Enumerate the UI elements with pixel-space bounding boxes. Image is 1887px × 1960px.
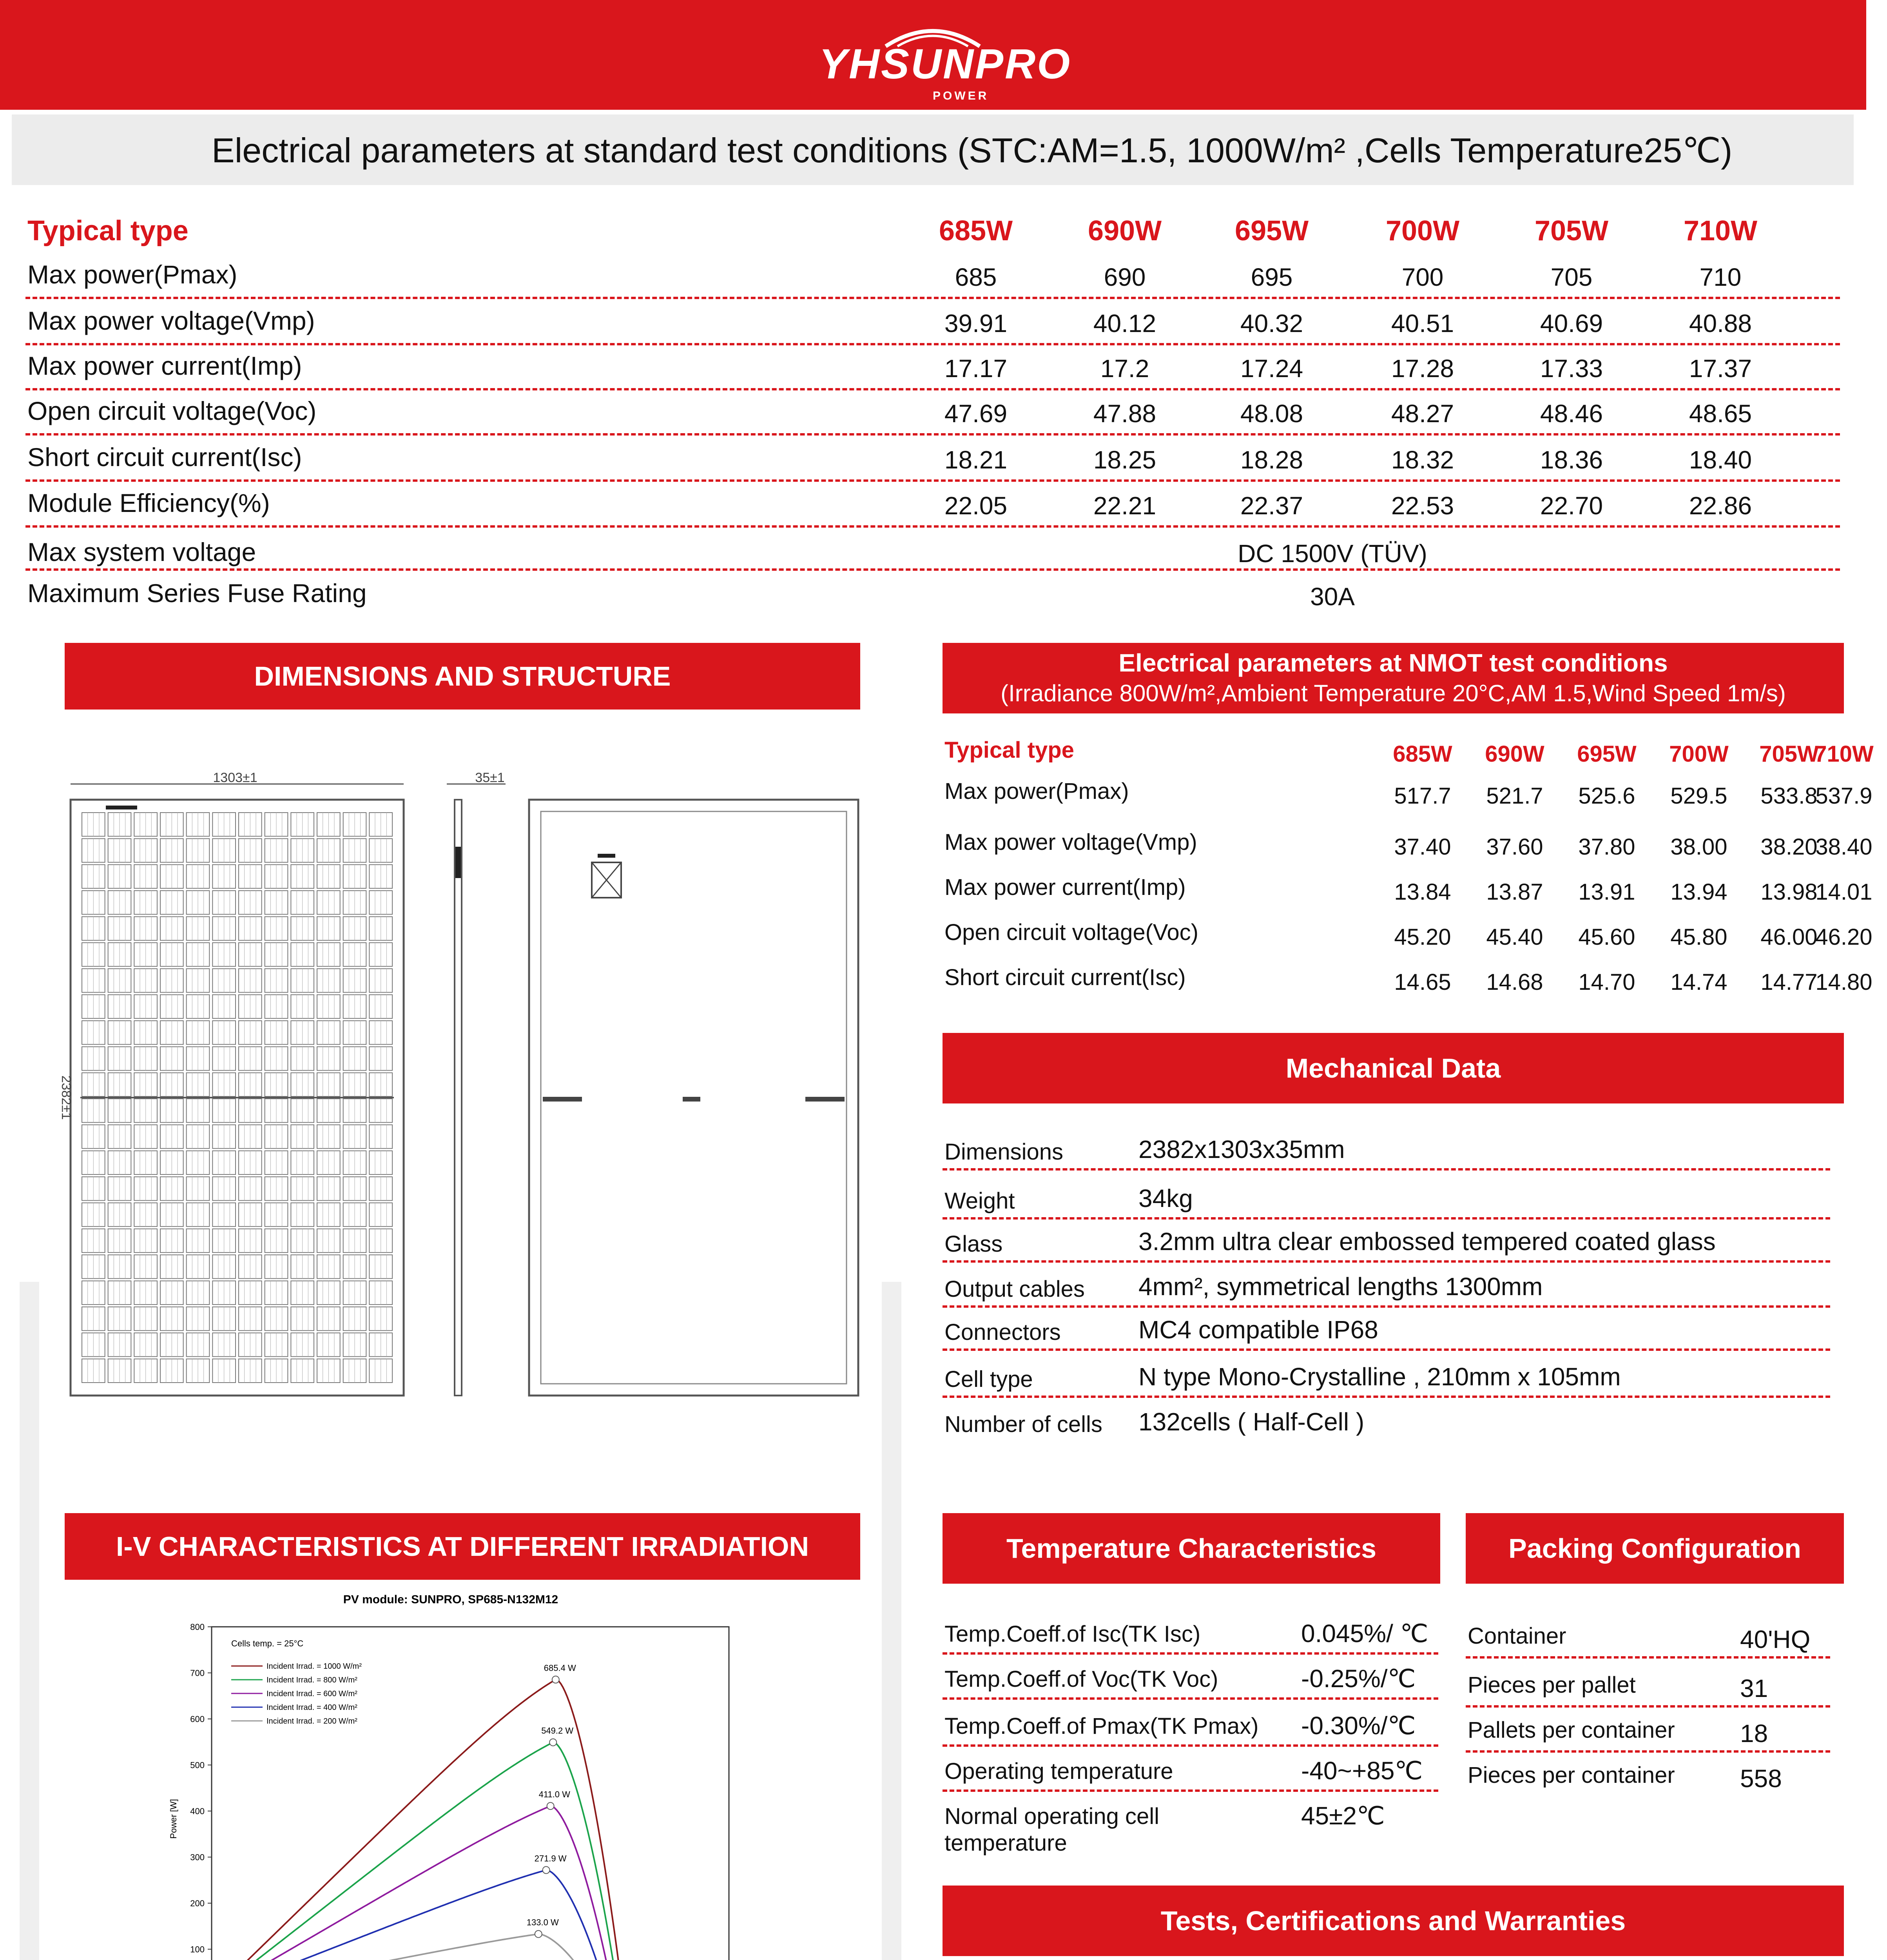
nmot-cell: 45.20 bbox=[1394, 924, 1451, 950]
temp-value: -40~+85℃ bbox=[1301, 1757, 1423, 1785]
stc-cell: 705 bbox=[1550, 263, 1593, 291]
iv-title: I-V CHARACTERISTICS AT DIFFERENT IRRADIATION bbox=[116, 1531, 809, 1562]
stc-cell: 18.21 bbox=[944, 446, 1008, 474]
stc-cell: 18.25 bbox=[1093, 446, 1156, 474]
stc-cell: 48.46 bbox=[1540, 399, 1603, 428]
max-system-voltage-value: DC 1500V (TÜV) bbox=[1238, 539, 1427, 568]
fuse-rating-value: 30A bbox=[1310, 583, 1355, 611]
temp-label: Normal operating cell bbox=[944, 1804, 1160, 1829]
temp-label: Operating temperature bbox=[944, 1759, 1173, 1784]
temp-label: Temp.Coeff.of Pmax(TK Pmax) bbox=[944, 1713, 1259, 1739]
pv-peak-label: 685.4 W bbox=[544, 1663, 576, 1673]
row-divider bbox=[943, 1652, 1438, 1655]
nmot-cell: 13.84 bbox=[1394, 879, 1451, 905]
logo-text: YHSUNPRO bbox=[819, 40, 1072, 87]
fuse-rating-label: Maximum Series Fuse Rating bbox=[27, 579, 367, 608]
pv-peak-label: 133.0 W bbox=[526, 1917, 559, 1927]
nmot-cell: 38.20 bbox=[1760, 834, 1818, 860]
temp-label-2: temperature bbox=[944, 1830, 1067, 1856]
stc-row-label: Max power(Pmax) bbox=[27, 260, 237, 289]
pv-chart bbox=[149, 1584, 752, 1960]
stc-model-695W: 695W bbox=[1234, 215, 1309, 247]
row-divider bbox=[25, 525, 1840, 528]
pv-peak-marker bbox=[543, 1867, 550, 1874]
nmot-row-label: Open circuit voltage(Voc) bbox=[944, 920, 1198, 945]
stc-cell: 18.32 bbox=[1391, 446, 1454, 474]
stc-cell: 22.37 bbox=[1240, 492, 1303, 520]
nmot-cell: 13.87 bbox=[1486, 879, 1543, 905]
nmot-cell: 13.98 bbox=[1760, 879, 1818, 905]
pv-peak-label: 271.9 W bbox=[534, 1853, 567, 1864]
stc-model-685W: 685W bbox=[939, 215, 1013, 247]
mech-value: 4mm², symmetrical lengths 1300mm bbox=[1138, 1272, 1543, 1301]
pack-label: Pieces per pallet bbox=[1468, 1672, 1636, 1698]
row-divider bbox=[943, 1260, 1830, 1263]
nmot-model-705W: 705W bbox=[1759, 741, 1819, 767]
mech-label: Dimensions bbox=[944, 1139, 1063, 1165]
pv-peak-marker bbox=[535, 1931, 542, 1938]
nmot-model-710W: 710W bbox=[1814, 741, 1874, 767]
stc-cell: 22.70 bbox=[1540, 492, 1603, 520]
pv-ytick: 600 bbox=[190, 1714, 205, 1724]
pv-legend-entry: Incident Irrad. = 400 W/m² bbox=[266, 1703, 357, 1712]
stc-cell: 17.33 bbox=[1540, 354, 1603, 383]
row-divider bbox=[943, 1217, 1830, 1220]
row-divider bbox=[25, 343, 1840, 345]
mechanical-title-bar bbox=[943, 1033, 1844, 1103]
nmot-cell: 45.40 bbox=[1486, 924, 1543, 950]
pv-ytick: 700 bbox=[190, 1668, 205, 1678]
stc-cell: 22.05 bbox=[944, 492, 1008, 520]
pv-cells-temp: Cells temp. = 25°C bbox=[231, 1639, 304, 1648]
packing-title-bar bbox=[1466, 1513, 1844, 1584]
stc-cell: 17.37 bbox=[1689, 354, 1752, 383]
stc-row-label: Max power voltage(Vmp) bbox=[27, 306, 315, 335]
temperature-title: Temperature Characteristics bbox=[1006, 1533, 1377, 1564]
row-divider bbox=[1466, 1705, 1830, 1708]
stc-cell: 17.24 bbox=[1240, 354, 1303, 383]
pack-value: 31 bbox=[1740, 1674, 1768, 1702]
nmot-title-line1: Electrical parameters at NMOT test conditions bbox=[1118, 649, 1668, 677]
logo-subtext: POWER bbox=[933, 89, 989, 102]
nmot-row-label: Short circuit current(Isc) bbox=[944, 965, 1186, 990]
pack-value: 40'HQ bbox=[1740, 1625, 1811, 1653]
width-dimension: 1303±1 bbox=[213, 770, 257, 785]
stc-type-label: Typical type bbox=[27, 215, 189, 247]
row-divider bbox=[943, 1744, 1438, 1747]
pv-legend-entry: Incident Irrad. = 600 W/m² bbox=[266, 1690, 357, 1698]
nmot-cell: 13.94 bbox=[1670, 879, 1727, 905]
stc-model-705W: 705W bbox=[1534, 215, 1609, 247]
stc-cell: 40.51 bbox=[1391, 309, 1454, 338]
temp-label: Temp.Coeff.of Voc(TK Voc) bbox=[944, 1666, 1218, 1692]
pv-ytick: 300 bbox=[190, 1852, 205, 1862]
pv-chart-title: PV module: SUNPRO, SP685-N132M12 bbox=[343, 1593, 558, 1606]
stc-row-label: Short circuit current(Isc) bbox=[27, 443, 302, 472]
pv-peak-marker bbox=[547, 1802, 554, 1809]
mech-label: Number of cells bbox=[944, 1412, 1102, 1437]
nmot-cell: 13.91 bbox=[1578, 879, 1635, 905]
temp-value: 45±2℃ bbox=[1301, 1802, 1385, 1830]
nmot-cell: 529.5 bbox=[1670, 783, 1727, 809]
stc-cell: 39.91 bbox=[944, 309, 1008, 338]
nmot-cell: 521.7 bbox=[1486, 783, 1543, 809]
pv-ytick: 200 bbox=[190, 1898, 205, 1908]
height-dimension: 2382±1 bbox=[59, 1075, 74, 1120]
row-divider bbox=[943, 1789, 1438, 1792]
pack-label: Pieces per container bbox=[1468, 1762, 1675, 1788]
tests-title-bar bbox=[943, 1886, 1844, 1956]
pv-peak-label: 411.0 W bbox=[538, 1789, 570, 1800]
nmot-cell: 37.40 bbox=[1394, 834, 1451, 860]
pv-ytick: 100 bbox=[190, 1944, 205, 1955]
nmot-cell: 14.01 bbox=[1815, 879, 1872, 905]
nmot-cell: 14.80 bbox=[1815, 969, 1872, 995]
depth-dimension: 35±1 bbox=[475, 770, 505, 785]
nmot-cell: 14.70 bbox=[1578, 969, 1635, 995]
nmot-cell: 14.65 bbox=[1394, 969, 1451, 995]
row-divider bbox=[25, 479, 1840, 482]
nmot-cell: 537.9 bbox=[1815, 783, 1872, 809]
nmot-cell: 45.60 bbox=[1578, 924, 1635, 950]
stc-model-700W: 700W bbox=[1385, 215, 1460, 247]
row-divider bbox=[1466, 1750, 1830, 1753]
temp-value: -0.30%/℃ bbox=[1301, 1711, 1416, 1740]
stc-cell: 710 bbox=[1699, 263, 1742, 291]
nmot-model-690W: 690W bbox=[1485, 741, 1544, 767]
row-divider bbox=[943, 1168, 1830, 1171]
mech-value: N type Mono-Crystalline , 210mm x 105mm bbox=[1138, 1363, 1621, 1391]
temp-value: -0.25%/℃ bbox=[1301, 1664, 1416, 1693]
nmot-row-label: Max power voltage(Vmp) bbox=[944, 829, 1197, 855]
stc-cell: 22.21 bbox=[1093, 492, 1156, 520]
row-divider bbox=[943, 1305, 1830, 1308]
pack-label: Pallets per container bbox=[1468, 1717, 1675, 1743]
pv-legend-entry: Incident Irrad. = 800 W/m² bbox=[266, 1676, 357, 1684]
pack-value: 558 bbox=[1740, 1764, 1782, 1793]
packing-title: Packing Configuration bbox=[1508, 1533, 1801, 1564]
pv-peak-marker bbox=[549, 1739, 556, 1746]
stc-model-710W: 710W bbox=[1683, 215, 1758, 247]
nmot-cell: 45.80 bbox=[1670, 924, 1727, 950]
stc-cell: 40.32 bbox=[1240, 309, 1303, 338]
nmot-model-700W: 700W bbox=[1669, 741, 1729, 767]
temperature-title-bar bbox=[943, 1513, 1440, 1584]
dimensions-title-bar bbox=[65, 643, 860, 710]
stc-cell: 22.53 bbox=[1391, 492, 1454, 520]
pv-legend-entry: Incident Irrad. = 200 W/m² bbox=[266, 1717, 357, 1726]
mech-value: 2382x1303x35mm bbox=[1138, 1135, 1345, 1163]
pv-legend-entry: Incident Irrad. = 1000 W/m² bbox=[266, 1662, 362, 1671]
mech-value: 3.2mm ultra clear embossed tempered coated glass bbox=[1138, 1227, 1716, 1256]
stc-row-label: Max power current(Imp) bbox=[27, 351, 302, 380]
temp-label: Temp.Coeff.of Isc(TK Isc) bbox=[944, 1621, 1201, 1647]
stc-cell: 17.28 bbox=[1391, 354, 1454, 383]
row-divider bbox=[1466, 1656, 1830, 1659]
nmot-cell: 525.6 bbox=[1578, 783, 1635, 809]
stc-cell: 690 bbox=[1104, 263, 1146, 291]
nmot-cell: 46.20 bbox=[1815, 924, 1872, 950]
nmot-type-label: Typical type bbox=[944, 737, 1074, 763]
mechanical-title: Mechanical Data bbox=[1285, 1053, 1501, 1083]
stc-cell: 40.12 bbox=[1093, 309, 1156, 338]
mech-value: 132cells ( Half-Cell ) bbox=[1138, 1408, 1365, 1436]
nmot-model-695W: 695W bbox=[1577, 741, 1637, 767]
mech-label: Cell type bbox=[944, 1367, 1033, 1392]
pv-ytick: 500 bbox=[190, 1760, 205, 1770]
nmot-cell: 14.74 bbox=[1670, 969, 1727, 995]
row-divider bbox=[25, 433, 1840, 436]
stc-cell: 22.86 bbox=[1689, 492, 1752, 520]
nmot-cell: 517.7 bbox=[1394, 783, 1451, 809]
nmot-cell: 38.00 bbox=[1670, 834, 1727, 860]
stc-cell: 47.69 bbox=[944, 399, 1008, 428]
stc-cell: 17.2 bbox=[1100, 354, 1149, 383]
row-divider bbox=[25, 388, 1840, 390]
stc-cell: 40.69 bbox=[1540, 309, 1603, 338]
max-system-voltage-label: Max system voltage bbox=[27, 537, 256, 566]
stc-cell: 18.28 bbox=[1240, 446, 1303, 474]
mech-value: 34kg bbox=[1138, 1184, 1193, 1212]
pv-ylabel: Power [W] bbox=[169, 1799, 178, 1839]
mech-label: Connectors bbox=[944, 1319, 1061, 1345]
stc-cell: 700 bbox=[1401, 263, 1444, 291]
pv-ytick: 400 bbox=[190, 1806, 205, 1816]
mech-value: MC4 compatible IP68 bbox=[1138, 1316, 1378, 1344]
dimensions-title: DIMENSIONS AND STRUCTURE bbox=[254, 661, 671, 691]
stc-model-690W: 690W bbox=[1088, 215, 1162, 247]
stc-cell: 695 bbox=[1251, 263, 1293, 291]
nmot-cell: 14.68 bbox=[1486, 969, 1543, 995]
pack-label: Container bbox=[1468, 1623, 1566, 1649]
nmot-cell: 533.8 bbox=[1760, 783, 1818, 809]
stc-row-label: Open circuit voltage(Voc) bbox=[27, 396, 317, 425]
stc-title: Electrical parameters at standard test conditions (STC:AM=1.5, 1000W/m² ,Cells Temperature25℃) bbox=[212, 131, 1733, 170]
nmot-cell: 38.40 bbox=[1815, 834, 1872, 860]
nmot-cell: 46.00 bbox=[1760, 924, 1818, 950]
tests-title: Tests, Certifications and Warranties bbox=[1160, 1906, 1626, 1936]
stc-cell: 40.88 bbox=[1689, 309, 1752, 338]
pv-peak-label: 549.2 W bbox=[541, 1726, 574, 1736]
stc-cell: 17.17 bbox=[944, 354, 1008, 383]
row-divider bbox=[943, 1348, 1830, 1351]
nmot-cell: 14.77 bbox=[1760, 969, 1818, 995]
row-divider bbox=[25, 568, 1840, 571]
stc-cell: 18.40 bbox=[1689, 446, 1752, 474]
nmot-row-label: Max power current(Imp) bbox=[944, 875, 1186, 900]
nmot-model-685W: 685W bbox=[1393, 741, 1452, 767]
row-divider bbox=[943, 1396, 1830, 1398]
pack-value: 18 bbox=[1740, 1719, 1768, 1748]
temp-value: 0.045%/ ℃ bbox=[1301, 1619, 1428, 1648]
mech-label: Output cables bbox=[944, 1276, 1085, 1302]
nmot-title-bar bbox=[943, 643, 1844, 713]
row-divider bbox=[943, 1697, 1438, 1700]
nmot-row-label: Max power(Pmax) bbox=[944, 779, 1129, 804]
stc-cell: 48.27 bbox=[1391, 399, 1454, 428]
mech-label: Weight bbox=[944, 1188, 1015, 1214]
module-drawing bbox=[51, 768, 874, 1427]
iv-title-bar bbox=[65, 1513, 860, 1580]
mech-label: Glass bbox=[944, 1231, 1003, 1257]
stc-cell: 48.65 bbox=[1689, 399, 1752, 428]
stc-cell: 47.88 bbox=[1093, 399, 1156, 428]
nmot-cell: 37.80 bbox=[1578, 834, 1635, 860]
nmot-title-line2: (Irradiance 800W/m²,Ambient Temperature 20°C,AM 1.5,Wind Speed 1m/s) bbox=[1001, 680, 1786, 706]
stc-row-label: Module Efficiency(%) bbox=[27, 488, 270, 517]
stc-cell: 48.08 bbox=[1240, 399, 1303, 428]
row-divider bbox=[25, 297, 1840, 299]
stc-cell: 685 bbox=[955, 263, 997, 291]
pv-ytick: 800 bbox=[190, 1622, 205, 1632]
pv-peak-marker bbox=[552, 1676, 559, 1683]
nmot-cell: 37.60 bbox=[1486, 834, 1543, 860]
stc-cell: 18.36 bbox=[1540, 446, 1603, 474]
